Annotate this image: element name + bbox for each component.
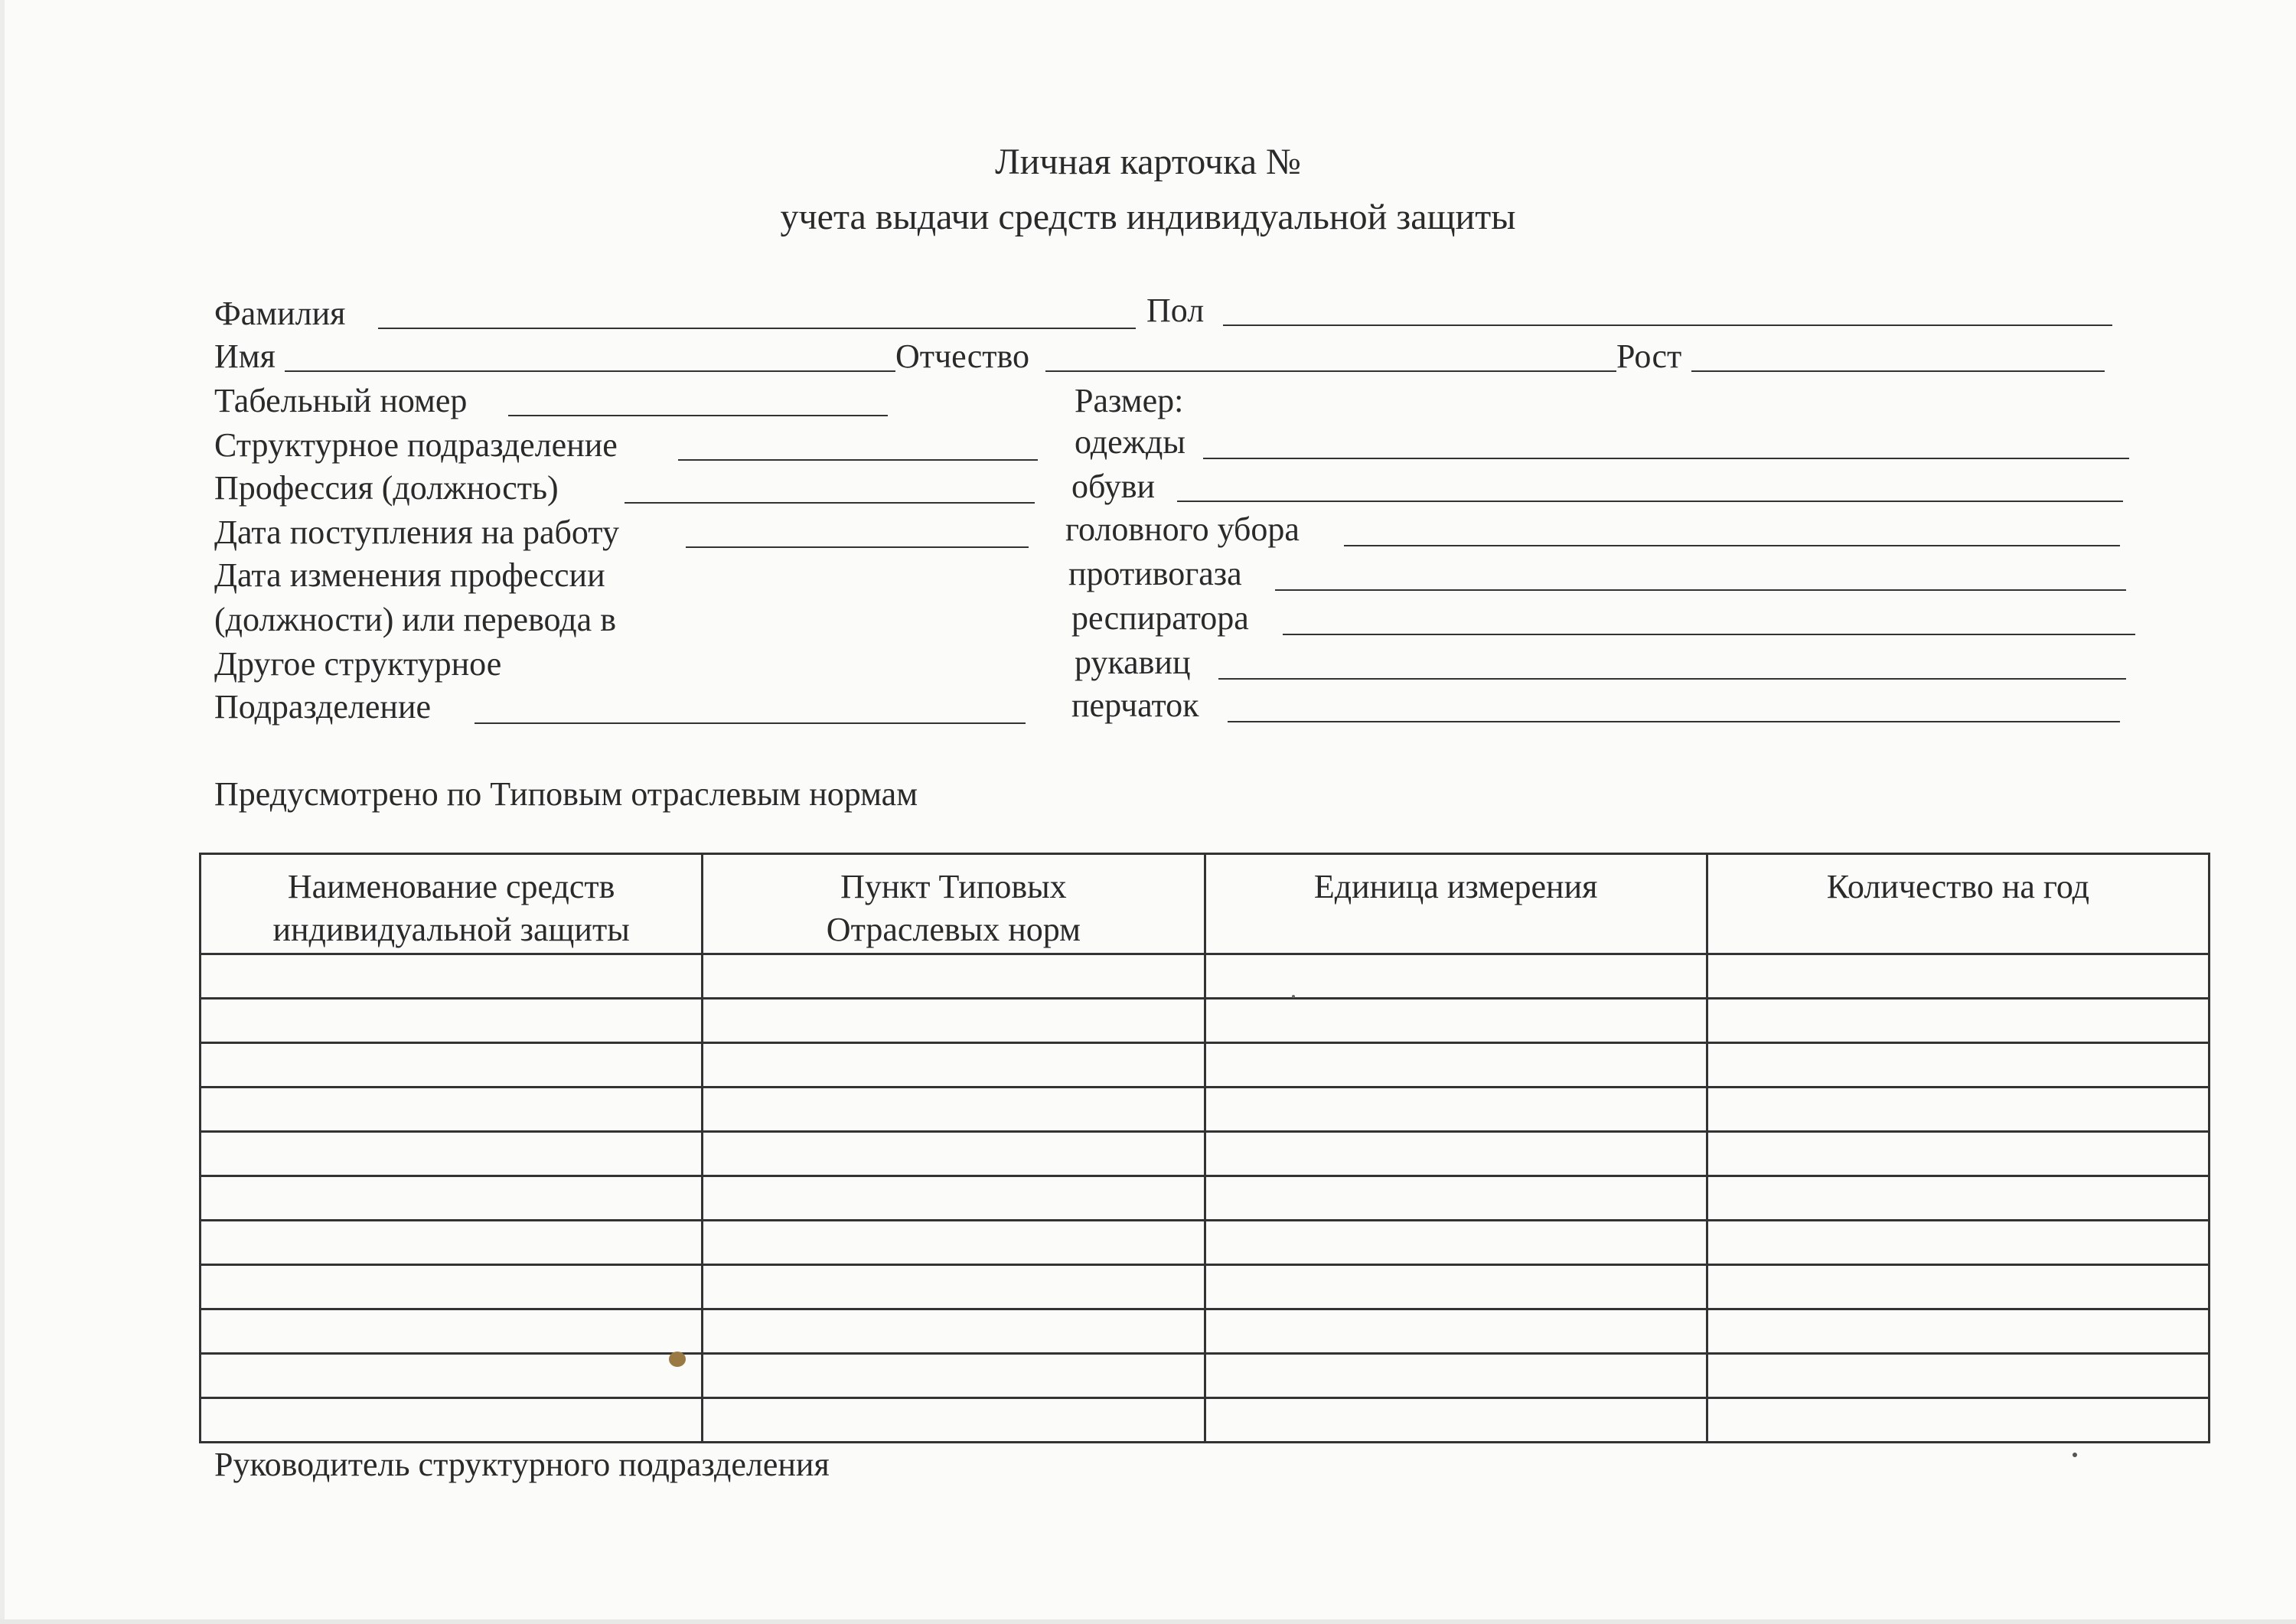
table-row: [201, 954, 2210, 999]
col-unit-header-line1: Единица измерения: [1313, 868, 1598, 905]
table-cell[interactable]: [1205, 1354, 1707, 1398]
table-row: [201, 1265, 2210, 1309]
gas-mask-size-field[interactable]: [1275, 589, 2126, 591]
table-cell[interactable]: [703, 954, 1205, 999]
table-cell[interactable]: [201, 1088, 703, 1132]
table-cell[interactable]: [1205, 1221, 1707, 1265]
table-cell[interactable]: [201, 1043, 703, 1088]
table-cell[interactable]: [1707, 1043, 2209, 1088]
table-row: [201, 1221, 2210, 1265]
table-cell[interactable]: [1707, 1221, 2209, 1265]
table-cell[interactable]: [1707, 1309, 2209, 1354]
new-department-field[interactable]: [475, 722, 1026, 724]
shoe-size-field[interactable]: [1177, 501, 2123, 502]
table-cell[interactable]: [1707, 1398, 2209, 1443]
table-row: [201, 1176, 2210, 1221]
mittens-size-label: рукавиц: [1075, 644, 1191, 681]
col-quantity-header: [1707, 854, 2209, 954]
gloves-size-field[interactable]: [1228, 721, 2120, 722]
table-cell[interactable]: [1205, 1132, 1707, 1176]
table-cell[interactable]: [201, 1265, 703, 1309]
table-cell[interactable]: [703, 1132, 1205, 1176]
name-label: Имя: [214, 338, 276, 375]
table-cell[interactable]: [703, 1221, 1205, 1265]
table-header-row: [201, 854, 2210, 954]
col-norm-clause-header: [703, 854, 1205, 954]
col-norm-clause-header-line1: Пункт Типовых: [840, 868, 1067, 905]
col-unit-header: [1205, 854, 1707, 954]
department-label: Структурное подразделение: [214, 426, 618, 464]
table-cell[interactable]: [201, 1176, 703, 1221]
gas-mask-size-label: противогаза: [1068, 555, 1242, 592]
profession-label: Профессия (должность): [214, 469, 559, 507]
height-label: Рост: [1616, 338, 1682, 375]
table-cell[interactable]: [1707, 1088, 2209, 1132]
table-cell[interactable]: [1707, 1176, 2209, 1221]
table-cell[interactable]: [703, 1398, 1205, 1443]
profession-field[interactable]: [625, 502, 1035, 504]
table-row: [201, 1132, 2210, 1176]
table-row: [201, 1309, 2210, 1354]
tab-number-label: Табельный номер: [214, 382, 468, 419]
department-field[interactable]: [678, 459, 1038, 461]
table-cell[interactable]: [1205, 1088, 1707, 1132]
table-cell[interactable]: [703, 1088, 1205, 1132]
table-cell[interactable]: [703, 999, 1205, 1043]
respirator-size-field[interactable]: [1283, 634, 2135, 635]
hire-date-label: Дата поступления на работу: [214, 514, 619, 551]
headwear-size-label: головного убора: [1065, 510, 1300, 548]
table-cell[interactable]: [1707, 999, 2209, 1043]
table-cell[interactable]: [1205, 1398, 1707, 1443]
table-cell[interactable]: [703, 1176, 1205, 1221]
col-quantity-header-line1: Количество на год: [1826, 868, 2089, 905]
change-date-label-2: (должности) или перевода в: [214, 601, 616, 638]
table-row: [201, 999, 2210, 1043]
table-cell[interactable]: [1707, 1132, 2209, 1176]
table-row: [201, 1088, 2210, 1132]
table-cell[interactable]: [703, 1265, 1205, 1309]
table-cell[interactable]: [201, 999, 703, 1043]
clothing-size-label: одежды: [1075, 423, 1186, 461]
table-cell[interactable]: [1205, 999, 1707, 1043]
patronymic-label: Отчество: [895, 338, 1029, 375]
hire-date-field[interactable]: [686, 546, 1029, 548]
table-cell[interactable]: [703, 1309, 1205, 1354]
col-ppe-name-header-line1: Наименование средств: [287, 868, 615, 905]
table-cell[interactable]: [1707, 1354, 2209, 1398]
dust-speck: [1292, 995, 1295, 998]
patronymic-field[interactable]: [1045, 370, 1616, 372]
change-date-label-1: Дата изменения профессии: [214, 556, 605, 594]
change-date-label-3: Другое структурное: [214, 645, 502, 683]
scan-edge-left: [0, 0, 5, 1624]
norms-heading: Предусмотрено по Типовым отраслевым нормам: [214, 775, 918, 813]
table-cell[interactable]: [1205, 1043, 1707, 1088]
surname-field[interactable]: [378, 328, 1136, 329]
shoe-size-label: обуви: [1071, 468, 1156, 505]
table-cell[interactable]: [201, 1354, 703, 1398]
name-field[interactable]: [285, 370, 895, 372]
col-ppe-name-header-line2: индивидуальной защиты: [272, 911, 630, 948]
surname-label: Фамилия: [214, 295, 346, 332]
table-cell[interactable]: [201, 1398, 703, 1443]
table-cell[interactable]: [1205, 1176, 1707, 1221]
col-norm-clause-header-line2: Отраслевых норм: [826, 911, 1081, 948]
table-cell[interactable]: [1205, 954, 1707, 999]
table-row: [201, 1398, 2210, 1443]
stain-spot: [669, 1352, 686, 1367]
ppe-norms-table: [199, 853, 2210, 1443]
table-cell[interactable]: [1707, 1265, 2209, 1309]
table-cell[interactable]: [703, 1354, 1205, 1398]
form-title-line2: учета выдачи средств индивидуальной защиты: [780, 197, 1516, 237]
change-date-label-4: Подразделение: [214, 688, 432, 726]
sex-label: Пол: [1146, 292, 1205, 329]
table-cell[interactable]: [1205, 1265, 1707, 1309]
sex-field[interactable]: [1223, 324, 2112, 326]
table-cell[interactable]: [201, 1221, 703, 1265]
table-cell[interactable]: [201, 1309, 703, 1354]
table-body: [201, 954, 2210, 1443]
table-cell[interactable]: [201, 954, 703, 999]
scan-edge-bottom: [0, 1619, 2296, 1624]
headwear-size-field[interactable]: [1344, 545, 2120, 546]
table-row: [201, 1043, 2210, 1088]
table-cell[interactable]: [1707, 954, 2209, 999]
table-cell[interactable]: [1205, 1309, 1707, 1354]
dust-speck: [2073, 1453, 2077, 1457]
footer-signature-label: Руководитель структурного подразделения: [214, 1446, 830, 1483]
clothing-size-field[interactable]: [1203, 458, 2129, 459]
col-ppe-name-header: [201, 854, 703, 954]
table-cell[interactable]: [703, 1043, 1205, 1088]
respirator-size-label: респиратора: [1071, 599, 1249, 637]
height-field[interactable]: [1691, 370, 2105, 372]
tab-number-field[interactable]: [508, 415, 888, 416]
table-row: [201, 1354, 2210, 1398]
gloves-size-label: перчаток: [1071, 686, 1199, 724]
form-title-line1: Личная карточка №: [995, 142, 1301, 182]
table-cell[interactable]: [201, 1132, 703, 1176]
size-heading: Размер:: [1075, 382, 1184, 419]
mittens-size-field[interactable]: [1218, 678, 2126, 680]
